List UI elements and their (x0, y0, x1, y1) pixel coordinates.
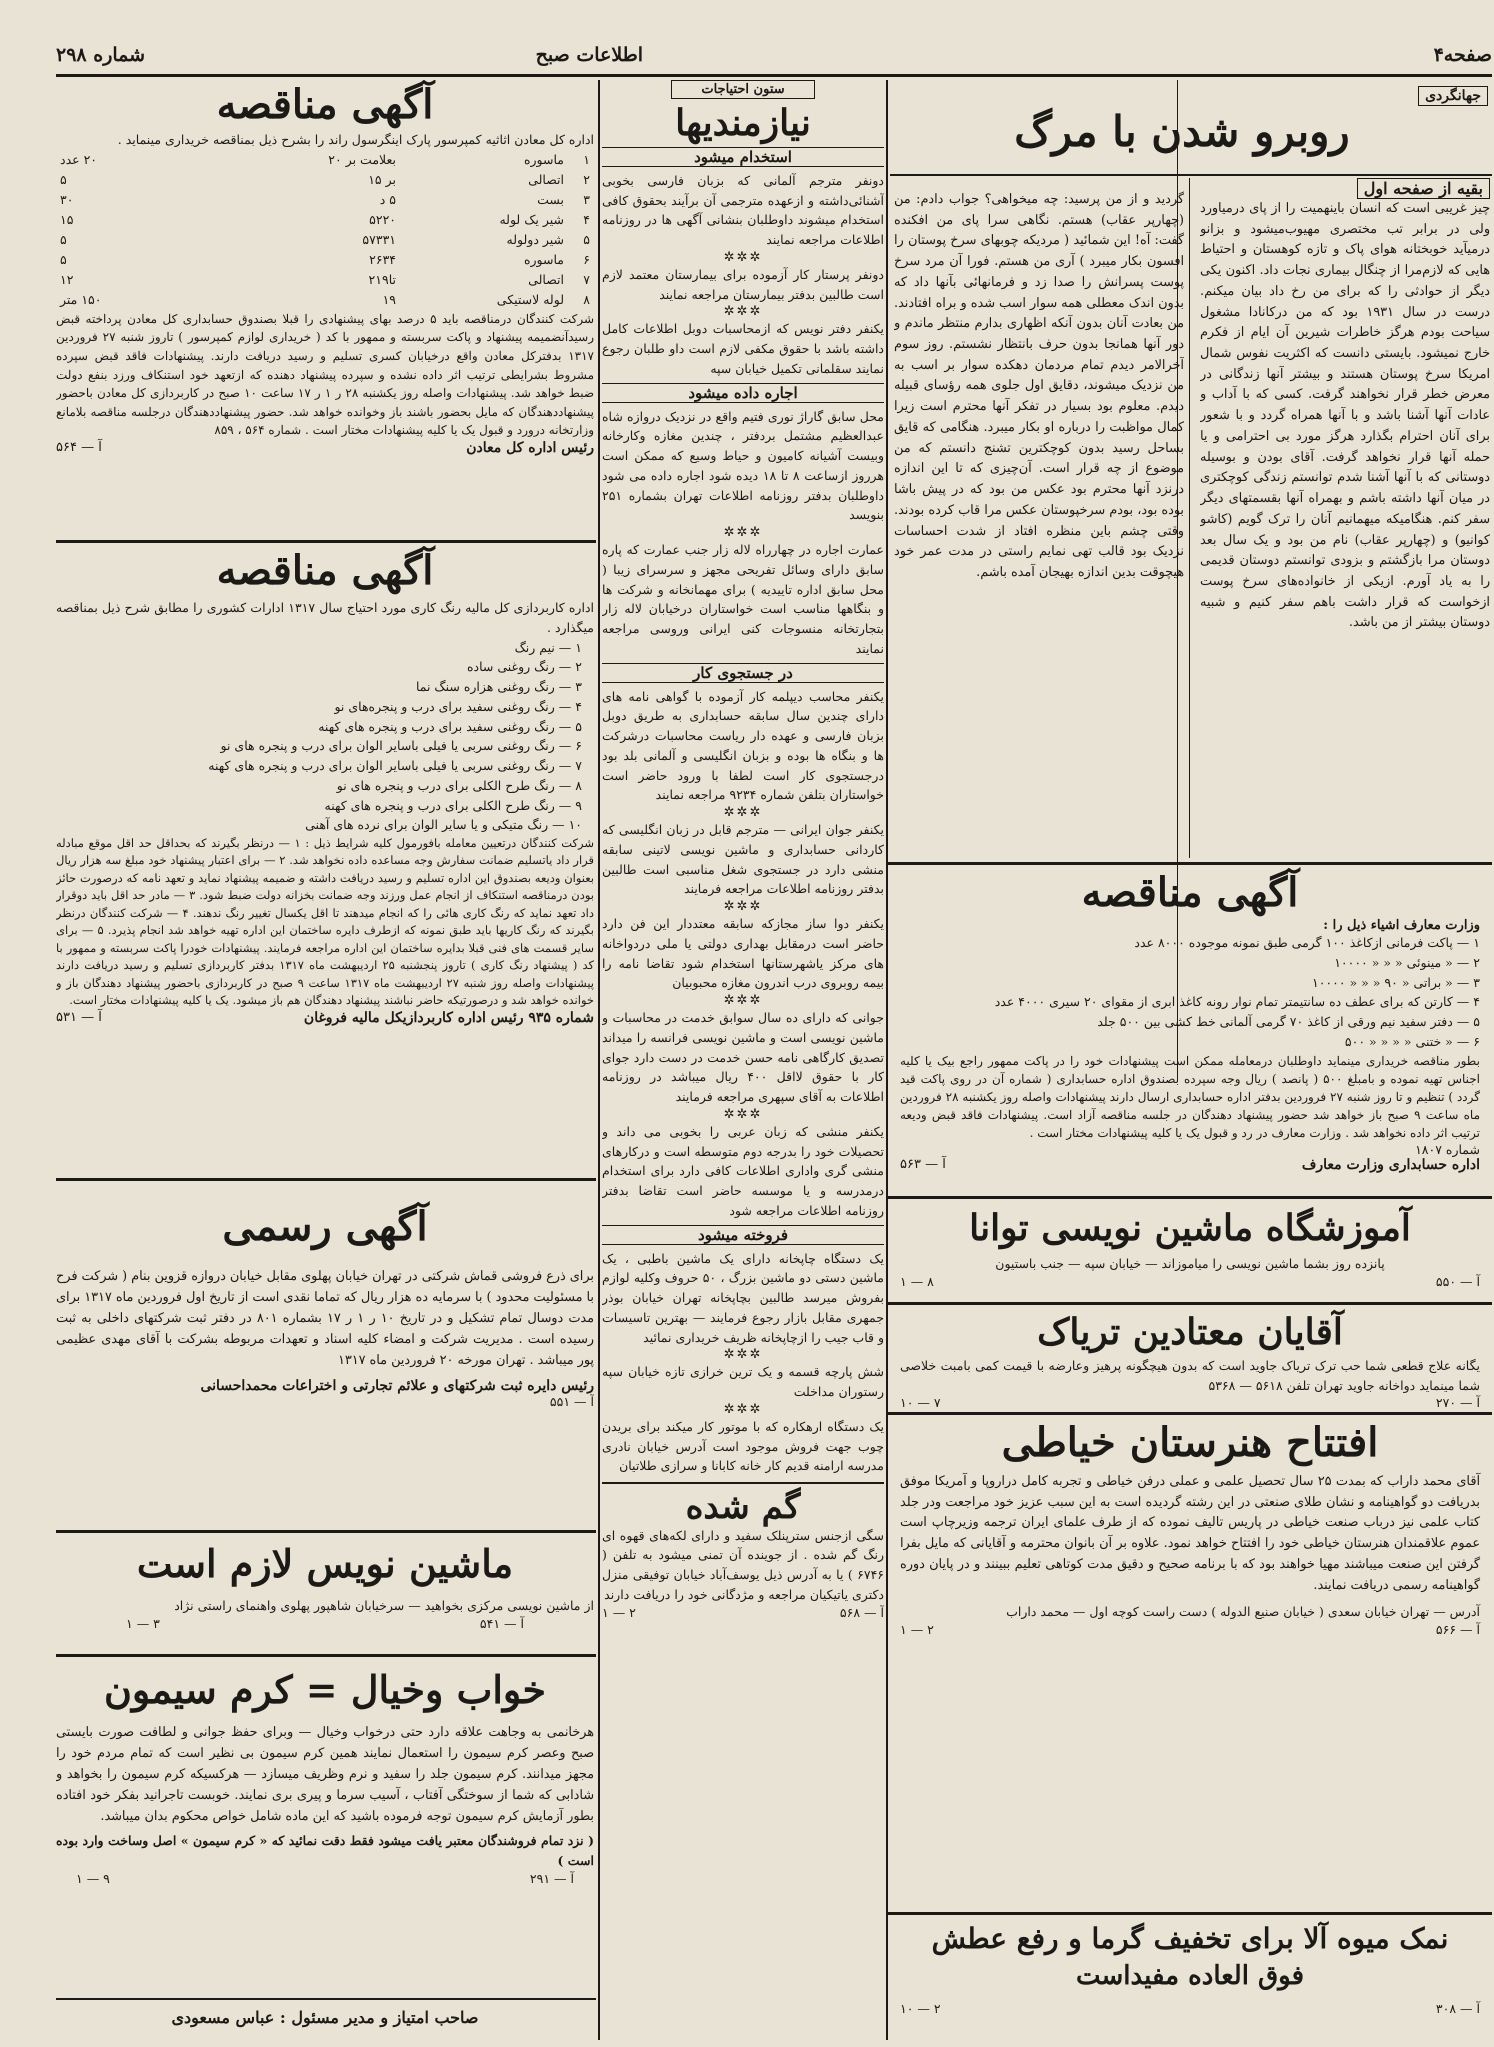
typist-ad (56, 1534, 594, 1652)
salt-title: نمک میوه آلا برای تخفیف گرما و رفع عطش (931, 1922, 1449, 1955)
section-rule (56, 1530, 596, 1533)
tender3-signature: اداره حسابداری وزارت معارف آ — ۵۶۳ (900, 1156, 1480, 1173)
cream-title: خواب وخیال = کرم سیمون (103, 1667, 547, 1712)
tender2-item: ۱ — نیم رنگ (514, 639, 582, 655)
tender1-item: ۵ شیر دولوله ۵۷۳۳۱ ۵ (60, 231, 590, 247)
column-divider (598, 80, 600, 2040)
masthead-rule (56, 74, 1492, 77)
tender2-item: ۵ — رنگ روغنی سفید برای درب و پنجره های کهنه (318, 718, 582, 734)
page-number: صفحه۴ (1433, 44, 1492, 66)
tender1-item: ۳ بست ۵ د ۳۰ (60, 191, 590, 207)
tender1-item: ۴ شیر یک لوله ۵۲۲۰ ۱۵ (60, 211, 590, 227)
school2-address: آدرس — تهران خیابان سعدی ( خیابان صنیع الدوله ) دست راست کوچه اول — محمد داراب (1006, 1604, 1480, 1620)
needs-title: نیازمندیها (675, 102, 811, 144)
separator: ✲✲✲ (723, 525, 763, 541)
rent-ad-2: عمارت اجاره در چهارراه لاله زار جنب عمارت که پاره سابق دارای وسائل تفریحی مجهز و سرسرای زیبا ( محل سابق اداره تاییدیه ) برای مهمانخانه و شرکت ها و بنگاهها مناسب است خواستاران درخیابان لاله زار بتجارتخانه منسوجات کنی ایرانی وروسی مراجعه نمایند (602, 542, 884, 656)
cream-note: ( نزد تمام فروشندگان معتبر یافت میشود فقط دقت نمائید که « کرم سیمون » اصل وساخت وارد بوده است ) (56, 1833, 594, 1869)
footer-rule (56, 1998, 596, 2000)
continued-label: بقیه از صفحه اول (1357, 178, 1490, 199)
fruit-salt-ad (890, 1916, 1490, 2042)
footer (56, 2004, 594, 2038)
tender2-body: شرکت کنندگان درتعیین معامله بافورمول کلیه شرایط ذیل : ۱ — درنظر بگیرند که بحداقل حد اقل موقع مبادله قرار داد یاتسلیم ضمانت سفارش وجه مساعده داده نخواهد شد. ۲ — برای اعتبار پیشنهاد خود مبلغ سه هزار ریال بعنوان ودیعه بصندوق این اداره تسلیم و رسید دریافت داشته و ضمیمه پیشنهاد نماید و تعهد نامه که درصورت حائز بودن درمناقصه استنکاف از انجام عمل ورزند وجه ضمانت بخزانه دولت ضبط شود. ۳ — مادر حد اقل باید دوقرار داد تعهد نماید که رنگ کاری هائی را که انجام میدهند تا اقل یکسال تغییر رنگ ندهند. ۴ — شرکت کنندگان درنظر بگیرند که رنگ کاریها باید طبق نمونه که ازطرف دایره ساختمان این اداره تهیه خواهد شد انجام پذیرد. ۵ — برای سایر قسمت های فنی قبلا بدایره ساختمان این اداره مراجعه فرمایند. پیشنهادات خودرا پاکت سربسته و ممهور با کد ( پیشنهاد رنگ کاری ) تاروز پنجشنبه ۲۵ اردیبهشت ماه ۱۳۱۷ بدفتر کاربردازی تسلیم و رسید دریافت دارند پیشنهادات واصله روز شنبه ۲۷ اردیبهشت ماه ۱۳۱۷ ساعت ۹ صبح در کاربردازی باحضور پیشنهاد دهندگان باز و خوانده خواهد شد و درصورتیکه حاضر نباشند پیشنهاد دهندگان هم باز میشود. یک یا کلیه پیشنهادات مختار است. (56, 836, 594, 1008)
official-body: برای ذرع فروشی قماش شرکتی در تهران خیابان پهلوی مقابل خیابان دروازه قزوین بنام ( شرکت فرح با مسئولیت محدود ) با سرمایه ده هزار ریال که تماما نقدی است از تاریخ اول فروردین ماه ۱۳۱۷ برای مدت دوسال تمام تشکیل و در تاریخ ۱۰ ر ۱ ر ۱۷ بشماره ۸۰۱ در دفتر ثبت شرکتهای داخلی به ثبت رسیده است . مدیریت شرکت و امضاء کلیه اسناد و تعهدات مربوطه بشرکت با آقای مهدی عظیمی پور میباشد . تهران مورخه ۲۰ فروردین ماه ۱۳۱۷ (56, 1269, 594, 1369)
tender-education (890, 866, 1490, 1194)
sale-ad-2: شش پارچه قسمه و یک ترین خرازی تازه خیابان سپه رستوران مداخلت (602, 1364, 884, 1400)
sale-ad-3: یک دستگاه ارهکاره که با موتور کار میکند برای بریدن چوب جهت فروش موجود است آدرس خیابان نادری مدرسه ارامنه قدیم کار خانه کابانا و سرازی طلاتیان (602, 1418, 884, 1474)
tender-mines (56, 80, 594, 538)
separator: ✲✲✲ (723, 899, 763, 915)
salt-subtitle: فوق العاده مفیداست (1075, 1961, 1305, 1992)
tender1-title: آگهی مناقصه (216, 81, 434, 128)
salt-codes: آ — ۳۰۸ ۲ — ۱۰ (900, 2000, 1480, 2016)
jobseek-ad-3: یکنفر دوا ساز مجازکه سابقه معتددار این فن دارد حاضر است درمقابل بهداری دولتی یا ملی دردواخانه های مرکز یاشهرستانها استخدام شود تقاضا نامه را بیمه روبروی درب اندرون مغازه محبوبیان (602, 916, 884, 991)
employment-heading: استخدام میشود (602, 147, 884, 167)
opium-body: یگانه علاج قطعی شما حب ترک تریاک جاوید است که بدون هیچگونه پرهیز وعارضه با قیمت کمی بامبت خلاصی شما مینماید دواخانه جاوید تهران تلفن ۵۶۱۸ — ۵۳۶۸ (900, 1357, 1480, 1393)
tender2-item: ۴ — رنگ روغنی سفید برای درب و پنجره‌های نو (334, 698, 582, 714)
travel-left-col (894, 190, 1184, 860)
school1-title: آموزشگاه ماشین نویسی توانا (969, 1207, 1411, 1249)
lost-codes: آ — ۵۶۸ ۲ — ۱ (602, 1604, 884, 1620)
separator: ✲✲✲ (723, 304, 763, 320)
travel-right-col (1200, 178, 1490, 858)
tender1-items (56, 150, 594, 310)
section-tag: جهانگردی (1418, 86, 1488, 106)
needs-column (602, 80, 884, 2040)
tender3-item: ۴ — کارتن که برای عطف ده سانتیمتر تمام نوار رونه کاغذ ابری از مقوای ۲۰ سیری ۴۰۰۰ عدد (994, 994, 1480, 1010)
travel-story (890, 80, 1492, 860)
separator: ✲✲✲ (723, 1106, 763, 1122)
travel-text-1: چیز غریبی است که انسان باینهمیت را از پای درمیاورد ولی در برابر تب مختصری مهیوب‌میشود و بزانو درمیآید خوبختانه هوای پاک و تازه کوهستان و احتیاط هایی که لازم‌مرا از چنگال بیماری نجات داد. اکنون یکی دیگر از حوادثی را که برای من رخ داد بیان میکنم. درست در سال ۱۹۳۱ بود که من درکانادا مشغول سیاحت بودم هرگز خاطرات شیرین آن ایام از فکرم خارج نمیشود. بایستی دانست که اکثریت نفوس شمال امریکا سرخ پوستان هستند و بیشتر آنها زندگانی در معرض خطر قرار نخواهند گرفت. کسی که با آداب و عادات آنها آشنا باشد و با آنها همراه گردد و با شعور برای آنان احترام بگذارد هرگز مورد بی احترامی و یا حمله آنها قرار نخواهد گرفت. آقای بودن و بوسیله دوستانی که با آنها آشنا شدم توانستم زندگی کوچکتری در میان آنها داشته باشم و بهمراه آنها بقسمتهای دیگر سفر کنم. هنگامیکه میهمانیم آنان را ترک گویم (کاشو کوانیو) و (چهارپر عقاب) نام من بود و یک سال بعد دوستان مرا بازگشتم و بزودی توانستم دوستان قدیمی را به یاد آورم. ازیکی از خانواده‌های سرخ پوست ازخواست که قرار داشت باهم سفر کنیم و شبیه دوستان بیشتر از من باشد. (1200, 201, 1490, 631)
tender2-item: ۲ — رنگ روغنی ساده (466, 659, 582, 675)
section-rule (56, 1654, 596, 1657)
issue-number: شماره ۲۹۸ (56, 44, 146, 66)
tender-finance (56, 544, 594, 1176)
section-rule (888, 862, 1492, 865)
tender2-title: آگهی مناقصه (216, 547, 434, 594)
tender3-item: ۶ — « ختنی « « « « ۵۰۰ (1344, 1033, 1480, 1049)
tender3-title: آگهی مناقصه (1081, 869, 1299, 916)
tender1-item: ۷ اتصالی تا۲۱۹ ۱۲ (60, 271, 590, 287)
official-code: آ — ۵۵۱ (549, 1393, 594, 1409)
official-title: آگهی رسمی (222, 1203, 428, 1250)
tender3-item: ۳ — « براتی « ۹۰ « « « ۱۰۰۰۰ (1312, 974, 1480, 990)
typist-title: ماشین نویس لازم است (136, 1541, 514, 1586)
cream-codes: آ — ۲۹۱ ۹ — ۱ (76, 1870, 574, 1886)
tender2-signature: شماره ۹۳۵ رئیس اداره کاربردازیکل مالیه فروغان آ — ۵۳۱ (56, 1009, 594, 1026)
tender3-item: ۵ — دفتر سفید نیم ورقی از کاغذ ۷۰ گرمی آلمانی خط کشی بین ۵۰۰ جلد (1097, 1014, 1480, 1029)
tender2-item: ۱۰ — رنگ متیکی و یا سایر الوان برای نرده های آهنی (305, 817, 582, 833)
opium-codes: آ — ۲۷۰ ۷ — ۱۰ (900, 1395, 1480, 1410)
jobseek-heading: در جستجوی کار (602, 663, 884, 683)
section-rule (888, 1912, 1492, 1915)
sale-heading: فروخته میشود (602, 1225, 884, 1245)
tender1-body: شرکت کنندگان درمناقصه باید ۵ درصد بهای پیشنهادی را قبلا بصندوق حسابداری کل معادن پرداخته قبض رسیدآنضمیمه پیشنهاد و پاکت سربسته و ممهور با کد ( خریداری لوازم کمپرسور ) تاروز شنبه ۲۷ فروردین ۱۳۱۷ بدفترکل معادن واقع درخیابان کسری تسلیم و رسید دریافت دارند. پیشنهادات فاقد قبض سپرده مشروط بشرایطی ترتیب اثر داده نشده و سپرده پیشنهاد دهنده که ازتعهد خود استنکاف ورزد بنفع دولت ضبط خواهد شد. پیشنهادات واصله روز یکشنبه ۲۸ ر ۱ ر ۱۷ ساعت ۱۰ صبح در کاربردازی کل معادن باحضور پیشنهاددهندگان که مایل بحضور باشند باز وخوانده خواهد شد. حضور پیشنهاددهندگان درجلسه مناقصه بلامانع وزارتخانه درورد و قبول یک یا کلیه پیشنهادات مختار است . شماره ۵۶۴ ، ۸۵۹ (56, 311, 594, 438)
travel-text-2: گردید و از من پرسید: چه میخواهی؟ جواب دادم: من (چهارپر عقاب) هستم. نگاهی سرا پای من افکنده گفت: آه! این شمائید ( مردیکه چوبهای سرخ پوستان را افسون بکار میبرد ) آری من هستم. فورا آن مرد سرخ پوست پسرانش را صدا زد و فرمانهائی بآنها داد که بدون اندک معطلی همه سوار اسب شده و براه افتادند. من بعادت آنان بدون آنکه اظهاری بدارم منتظر ماندم و دور آنها همانجا بدون حرف بانتظار نشستم. روز سوم آخرالامر دیدم تمام مردمان دهکده سوار بر اسب به من نزدیک میشوند، دقایق اول جلوی همه رؤسای قبیله دیدم. معلوم بود بسیار در تفکر آنها محترم است زیرا کمال مواظبت را درباره او بکار میبرد. هنگامی که قایق بساحل رسید بدون کوچکترین تشنج دانستم که من موضوع از چه قرار است. آن‌چیزی که تا این اندازه درنزد آنها محترم بود عکس من بود که در پیش باشا بوده بود، بودم سرخپوستان عکس مرا قاب کرده بودند. وقتی چشم باین منظره افتاد از شدت احساسات نزدیک بود قالب تهی نمایم راستی در مدت عمر خود هیچوقت بدین اندازه بهیجان آمده باشم. (894, 192, 1184, 580)
travel-title: روبرو شدن با مرگ (1014, 107, 1350, 156)
tender3-item: ۱ — پاکت فرمانی ازکاغذ ۱۰۰ گرمی طبق نمونه موجوده ۸۰۰۰ عدد (1134, 935, 1480, 950)
tailoring-school-ad (890, 1416, 1490, 1910)
employment-ad-1: دونفر مترجم آلمانی که بزبان فارسی بخوبی آشنائی‌داشته و ازعهده مترجمی آن برآیند بحقوق کافی استخدام میشوند داوطلبان بنشانی آگهی ها در روزنامه اطلاعات مراجعه نمایند (602, 172, 884, 248)
tender3-body: بطور مناقصه خریداری مینماید داوطلبان درمعامله ممکن است پیشنهادات خود را در پاکت ممهور راجع بیک یا کلیه اجناس تهیه نموده و بامبلغ ۵۰۰ ( پانصد ) ریال وجه سپرده بصندوق اداره حسابداری ( شماره آن در روی پاکت قید گردد ) تنظیم و تا روز شنبه ۲۷ فروردین بدفتر اداره حسابداری ارسال دارند پیشنهادات واصله روز یکشنبه ۲۸ فروردین ماه ساعت ۹ صبح باز خواهد شد حضور پیشنهاد دهندگان در جلسه مناقصه آزاد است. پیشنهادات فاقد قبض ودیعه ترتیب اثر داده نخواهد شد . وزارت معارف در رد و قبول یک یا کلیه پیشنهادات مختار است . (900, 1053, 1481, 1140)
official-signature: رئیس دایره ثبت شرکتهای و علائم تجارتی و اختراعات محمداحسانی (200, 1377, 594, 1394)
jobseek-ad-1: یکنفر محاسب دیپلمه کار آزموده با گواهی نامه های دارای چندین سال سابقه حسابداری به طریق دوبل بزبان فارسی و عهده دار ریاست محاسبات درشرکت ها و بنگاه ها بوده و بزبان انگلیسی و آلمانی بلد بود درجستجوی کار است لطفا با ورود حاضر است خواستاران بتلفن شماره ۹۲۳۴ مراجعه نمایند (602, 688, 884, 803)
column-divider (886, 80, 888, 2040)
opium-title: آقایان معتادین تریاک (1037, 1311, 1343, 1353)
tender2-item: ۸ — رنگ طرح الکلی برای درب و پنجره های نو (336, 777, 582, 793)
tender1-item: ۱ ماسوره بعلامت بر ۲۰ ۲۰ عدد (60, 151, 590, 167)
tender1-item: ۲ اتصالی بر ۱۵ ۵ (60, 171, 590, 187)
tender2-item: ۹ — رنگ طرح الکلی برای درب و پنجره های کهنه (324, 797, 582, 813)
tender2-item: ۶ — رنگ روغنی سربی یا فیلی باسایر الوان برای درب و پنجره های نو (220, 738, 582, 754)
school1-body: پانزده روز بشما ماشین نویسی را میاموزاند — خیابان سپه — جنب باستیون (995, 1255, 1385, 1271)
school1-codes: آ — ۵۵۰ ۸ — ۱ (900, 1273, 1480, 1289)
section-rule (888, 1412, 1492, 1415)
tender2-item: ۷ — رنگ روغنی سربی یا فیلی باسایر الوان برای درب و پنجره های کهنه (208, 758, 582, 773)
tender1-item: ۸ لوله لاستیکی ۱۹ ۱۵۰ متر (60, 291, 590, 307)
lost-ad: سگی ازجنس سترپنلک سفید و دارای لکه‌های قهوه ای رنگ گم شده . از جوینده آن تمنی میشود به تلفن ( ۶۷۴۶ ) یا به آدرس ذیل یوسف‌آباد خیابان توفیقی منزل دکتری یاتیکیان مراجعه و مژدگانی خود را دریافت دارند (602, 1527, 884, 1602)
separator: ✲✲✲ (723, 993, 763, 1009)
employment-ad-2: دونفر پرستار کار آزموده برای بیمارستان معتمد لازم است طالبین بدفتر بیمارستان مراجعه نمایند (602, 266, 884, 302)
school2-body: آقای محمد داراب که بمدت ۲۵ سال تحصیل علمی و عملی درفن خیاطی و تجربه کامل دراروپا و آمریکا موفق بدریافت دو گواهینامه و نشان طلای صنعتی در این رشته گردیده است به این سبب عزیز خود مراجعت ودر جلد کتاب علمی نیز درباب صنعت خیاطی در پاریس تالیف نموده که از طرف علمای ایران ترجمه وزیرچاپ است عموم علاقمندان هنرستان خیاطی خود را افتتاح خواهد نمود. علاوه بر آن بانوان محترمه و آقایانی که مایل بفرا گرفتن این صنعت میباشند مهیا خواهند بود که با برنامه صحیح و دقیق مدت کوتاهی تعلیم ببینند و در پایان دوره گواهینامه رسمی دریافت نمایند. (900, 1474, 1480, 1593)
typist-codes: آ — ۵۴۱ ۳ — ۱ (126, 1615, 524, 1631)
sale-ad-1: یک دستگاه چاپخانه دارای یک ماشین باطبی ، یک ماشین دستی دو ماشین بزرگ ، ۵۰ حروف وکلیه لوازم بفروش میرسد طالبین بچاپخانه تهران خیابان بوذر جمهری مقابل بازار رجوع فرمایند — بهترین تاسیسات و قاب جیب را ازچاپخانه ظریف خریداری نمائید (602, 1250, 884, 1345)
separator: ✲✲✲ (723, 805, 763, 821)
paper-name: اطلاعات صبح (535, 44, 644, 66)
separator: ✲✲✲ (723, 1347, 763, 1363)
opium-ad (890, 1306, 1490, 1410)
inner-divider (1189, 178, 1190, 858)
column-tag: ستون احتیاجات (671, 80, 815, 99)
separator: ✲✲✲ (723, 249, 763, 265)
jobseek-ad-4: جوانی که دارای ده سال سوابق خدمت در محاسبات و ماشین نویسی است و ماشین نویسی فرانسه را میداند تصدیق کارگاهی نامه حسن خدمت در دست دارد جوای کار با حقوق لااقل ۴۰۰ ریال میباشد در روزنامه اطلاعات به آقای سپهری مراجعه فرمایند (602, 1010, 884, 1105)
tender3-intro: وزارت معارف اشیاء ذیل را : (1323, 918, 1480, 933)
rent-heading: اجاره داده میشود (602, 383, 884, 403)
section-rule (888, 1302, 1492, 1305)
tender2-item: ۳ — رنگ روغنی هزاره سنگ نما (415, 679, 582, 694)
tender2-intro: اداره کاربردازی کل مالیه رنگ کاری مورد احتیاج سال ۱۳۱۷ ادارات کشوری را مطابق شرح ذیل بمناقصه میگذارد . (56, 600, 594, 635)
tender3-items (890, 933, 1490, 1052)
title-rule (890, 174, 1492, 176)
divider (602, 1482, 884, 1484)
tender1-intro: اداره کل معادن اثاثیه کمپرسور پارک اینگرسول راند را بشرح ذیل بمناقصه خریداری مینماید . (117, 132, 594, 147)
school2-codes: آ — ۵۶۶ ۲ — ۱ (900, 1622, 1480, 1638)
cream-ad (56, 1658, 594, 1996)
lost-title: گم شده (685, 1487, 801, 1528)
tender2-items (56, 638, 594, 836)
masthead (56, 38, 1492, 72)
official-notice (56, 1182, 594, 1528)
jobseek-ad-2: یکنفر جوان ایرانی — مترجم قابل در زبان انگلیسی که کاردانی حسابداری و ماشین نویسی لاتینی سابقه منشی دارد در جستجوی شغل مناسبی است طالبین بدفتر روزنامه اطلاعات مراجعه فرمایند (602, 822, 884, 897)
tender1-signature: رئیس اداره کل معادن آ — ۵۶۴ (56, 439, 594, 456)
typing-school-ad (890, 1200, 1490, 1300)
section-rule (56, 540, 596, 543)
rent-ad-1: محل سابق گاراژ نوری فتیم واقع در نزدیک دروازه شاه عبدالعظیم مشتمل بردفتر ، چندین مغازه وکارخانه وبیست آشیانه کامیون و حیاط وسیع که ممکن است هرروز ازساعت ۸ تا ۱۸ دیده شود اجاره داده می شود داوطلبان بدفتر روزنامه اطلاعات تهران بشماره ۲۵۱ بنویسد (602, 408, 884, 523)
section-rule (56, 1178, 596, 1181)
tender3-number: شماره ۱۸۰۷ (1415, 1141, 1480, 1157)
owner-line: صاحب امتیاز و مدیر مسئول : عباس مسعودی (171, 2008, 479, 2027)
section-rule (888, 1196, 1492, 1199)
tender3-item: ۲ — « مینوئی « « « ۱۰۰۰۰ (1334, 954, 1480, 970)
tender1-item: ۶ ماسوره ۲۶۳۴ ۵ (60, 251, 590, 267)
cream-body: هرخانمی به وجاهت علاقه دارد حتی درخواب وخیال — وبرای حفظ جوانی و لطافت صورت بایستی صبح وعصر کرم سیمون را استعمال نمایند همین کرم سیمون بی نظیر است که تمام مردم خود را مجهز میدانند. کرم سیمون جلد را سفید و نرم وظریف میسازد — هرکسیکه کرم سیمون را بخواهد و شادابی که شما از سوختگی آفتاب ، آسیب سرما و پیری بری نمایند. خوبست تاجرانید بفکر خود افتاده بطور آزمایش کرم سیمون توجه فرموده باشید که این ماده شامل خواص محکوم بدان میباشد. (56, 1724, 594, 1825)
jobseek-ad-5: یکنفر منشی که زبان عربی را بخوبی می داند و تحصیلات خود را بدرجه دوم متوسطه است و درکارهای منشی گری واداری اطلاعات کافی دارد برای استخدام درمدرسه و یا موسسه حاضر است تقاضا بدفتر روزنامه اطلاعات مراجعه شود (602, 1123, 884, 1218)
separator: ✲✲✲ (723, 1401, 763, 1417)
employment-ad-3: یکنفر دفتر نویس که ازمحاسبات دوبل اطلاعات کامل داشته باشد با حقوق مکفی لازم است داو طلبان رجوع نمایند سقلمانی تکمیل خیابان سپه (602, 321, 884, 376)
school2-title: افتتاح هنرستان خیاطی (1001, 1419, 1379, 1466)
typist-body: از ماشین نویسی مرکزی بخواهید — سرخیابان شاهپور پهلوی واهنمای راستی نژاد (174, 1597, 594, 1613)
